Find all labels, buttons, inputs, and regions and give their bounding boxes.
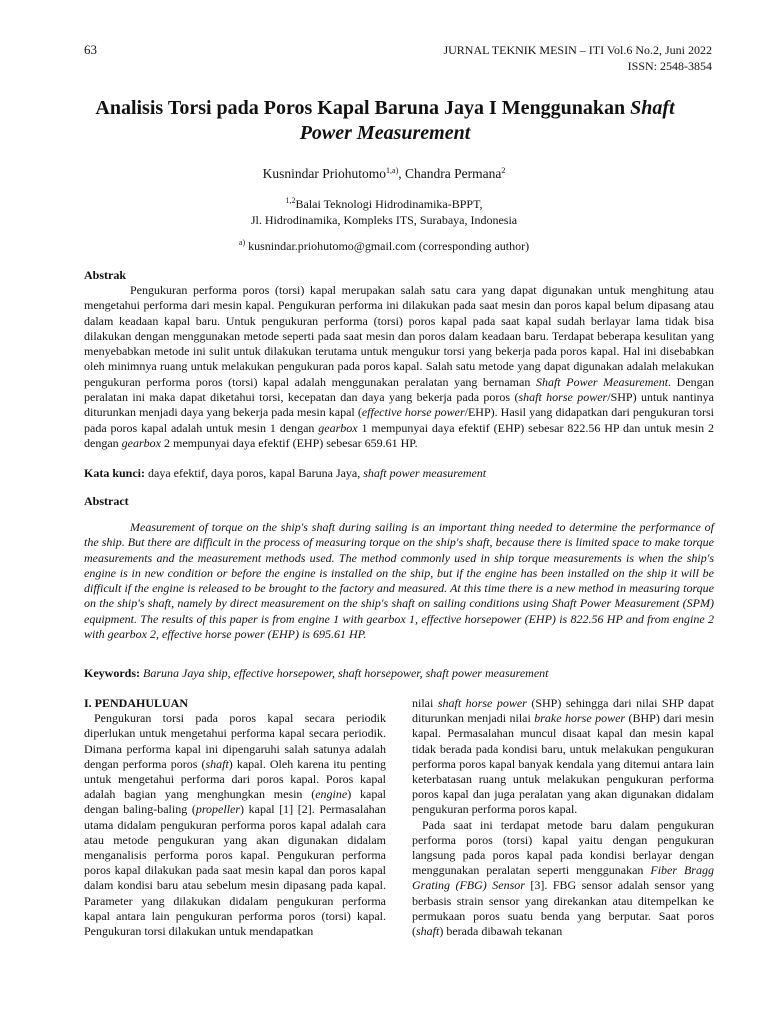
title-regular: Analisis Torsi pada Poros Kapal Baruna Jaya I Menggunakan: [95, 97, 626, 119]
right-column: [412, 696, 714, 939]
section-heading: I. PENDAHULUAN: [84, 696, 189, 710]
abstrak-italic-1: Shaft Power Measurement: [535, 374, 669, 389]
abstrak-italic-3: effective horse power: [361, 405, 465, 420]
intro-left-text-2: ) kapal. Oleh karena itu penting untuk mengetahui performa dari poros kapal. Poros kapal adalah bagian yang menghungkan mesin (: [84, 756, 386, 802]
intro-right-text-2: (SHP) sehingga dari nilai SHP dapat diturunkan menjadi nilai: [412, 696, 714, 726]
corresponding-email: [84, 239, 684, 254]
intro-right-italic-4: shaft: [416, 924, 440, 939]
kata-kunci-label: Kata kunci:: [84, 466, 146, 480]
intro-left-italic-2: engine: [315, 787, 348, 802]
intro-left-text-3: ) kapal dengan baling-baling (: [84, 787, 386, 817]
kata-kunci: [84, 466, 714, 481]
keywords: [84, 666, 714, 681]
author-2-sup: 2: [501, 166, 506, 175]
author-1: Kusnindar Priohutomo: [262, 166, 387, 181]
journal-header: [443, 42, 712, 74]
page-number: 63: [84, 42, 97, 57]
title-italic-2: Power Measurement: [299, 122, 471, 144]
abstrak-italic-4: gearbox: [318, 420, 358, 435]
abstract-body: Measurement of torque on the ship's shaft during sailing is an important thing needed to determine the performance of the ship. But there are difficult in the process of measuring torque on the ship's shaft, because there is limited space to make torque measurements and the measurement methods used. The method commonly used in ship torque measurements is when the ship's engine is in new condition or before the engine is installed on the ship, but if the engine has been installed on the ship it will be difficult if the engine is released to be brought to the factory and measured. At this time there is a new method in measuring torque on the ship's shaft, namely by direct measurement on the ship's shaft on sailing conditions using Shaft Power Measurement (SPM) equipment. The results of this paper is from engine 1 with gearbox 1, effective horsepower (EHP) is 822.56 HP and from engine 2 with gearbox 2, effective horse power (EHP) is 695.61 HP.: [84, 520, 714, 642]
affiliation: [84, 196, 684, 228]
abstrak-italic-5: gearbox: [121, 435, 161, 450]
abstrak-text-3: /SHP) untuk nantinya diturunkan menjadi daya yang bekerja pada mesin kapal (: [84, 390, 714, 420]
intro-right-italic-2: brake horse power: [534, 711, 626, 726]
author-2: Chandra Permana: [405, 166, 502, 181]
abstrak-italic-2: shaft horse power: [518, 390, 608, 405]
abstrak-text-5: 1 mempunyai daya efektif (EHP) sebesar 822.56 HP dan untuk mesin 2 dengan: [84, 420, 714, 450]
left-column: [84, 696, 386, 939]
intro-left-italic-3: propeller: [195, 802, 241, 817]
affiliation-sup: 1,2: [285, 196, 296, 205]
abstrak-text-2: . Dengan peralatan ini maka dapat diketahui torsi, kecepatan dan daya yang bekerja pada poros (: [84, 374, 714, 405]
intro-right-text-4: Pada saat ini terdapat metode baru dalam pengukuran performa poros (torsi) kapal yaitu dengan pengukuran langsung pada poros kapal pada kondisi berlayar dengan menggunakan peralatan seperti menggunakan: [412, 817, 714, 878]
kata-kunci-italic: shaft power measurement: [363, 466, 487, 480]
abstrak-text-4: /EHP). Hasil yang didapatkan dari pengukuran torsi pada poros kapal adalah untuk mesin 1 dengan: [84, 405, 714, 435]
keywords-label: Keywords:: [84, 666, 140, 680]
journal-name: JURNAL TEKNIK MESIN – ITI Vol.6 No.2, Juni 2022: [443, 43, 712, 57]
intro-left-text-4: ) kapal [1] [2]. Permasalahan utama didalam pengukuran performa poros kapal adalah cara atau metode pengukuran yang akan digunakan didalam menganalisis performa poros kapal. Pengukuran performa poros kapal dilakukan pada saat mesin kapal dan poros kapal dalam kondisi baru atau sebelum mesin dipasang pada kapal. Parameter yang dilakukan didalam pengukuran performa kapal antara lain pengukuran performa poros (torsi) kapal. Pengukuran torsi dilakukan untuk mendapatkan: [84, 802, 386, 939]
author-1-sup: 1,a): [386, 166, 399, 175]
abstract-heading: Abstract: [84, 494, 129, 508]
intro-left-italic-1: shaft: [205, 756, 229, 771]
intro-right-text-6: ) berada dibawah tekanan: [439, 924, 563, 939]
intro-right-text-5: [3]. FBG sensor adalah sensor yang berbasis strain sensor yang direkankan atau ditempelkan ke permukaan poros suatu benda yang berputar. Saat poros (: [412, 878, 714, 939]
journal-issn: ISSN: 2548-3854: [627, 59, 712, 73]
affiliation-line-2: Jl. Hidrodinamika, Kompleks ITS, Surabaya, Indonesia: [250, 213, 518, 227]
abstrak-text-6: 2 mempunyai daya efektif (EHP) sebesar 659.61 HP.: [160, 435, 418, 450]
author-list: [84, 166, 684, 182]
abstrak-heading: Abstrak: [84, 268, 127, 282]
title-italic-1: Shaft: [630, 97, 675, 119]
intro-right-italic-1: shaft horse power: [437, 696, 527, 710]
kata-kunci-text: daya efektif, daya poros, kapal Baruna Jaya,: [145, 466, 364, 480]
email-sup: a): [238, 238, 246, 247]
intro-right-italic-3: Fiber Bragg Grating (FBG) Sensor: [412, 863, 714, 893]
affiliation-line-1: Balai Teknologi Hidrodinamika-BPPT,: [295, 197, 483, 211]
abstrak-text-1: Pengukuran performa poros (torsi) kapal merupakan salah satu cara yang dapat digunakan untuk menghitung atau mengetahui performa dari mesin kapal. Pengukuran performa ini dilakukan pada saat mesin dan poros kapal belum dipasang atau dalam keadaan kapal baru. Untuk pengukuran performa (torsi) poros kapal pada saat kapal sudah berlayar lama tidak bisa dilakukan dengan menggunakan metode seperti pada saat mesin dan poros dalam keadaan baru. Terdapat beberapa kesulitan yang menyebabkan metode ini sulit untuk dilakukan terutama untuk mengukur torsi yang bekerja pada poros kapal. Hal ini disebabkan oleh minimnya ruang untuk melakukan pengukuran pada poros kapal. Salah satu metode yang dapat digunakan adalah melakukan pengukuran performa poros (torsi) kapal adalah menggunakan peralatan yang bernaman: [84, 283, 714, 389]
intro-left-text-1: Pengukuran torsi pada poros kapal secara periodik diperlukan untuk mengetahui performa kapal secara periodik. Dimana performa kapal ini dipengaruhi salah satunya adalah dengan performa poros (: [84, 711, 386, 771]
paper-title: [70, 96, 700, 146]
author-separator: ,: [398, 166, 405, 181]
intro-right-text-3: (BHP) dari mesin kapal. Permasalahan muncul disaat kapal dan mesin kapal tidak berada pada kondisi baru, untuk melakukan pengukuran performa poros kapal banyak kendala yang ditemui antara lain keterbatasan ruang untuk melakukan pengukuran performa poros kapal dan juga peralatan yang akan digunakan didalam pengukuran performa poros kapal.: [412, 711, 714, 817]
email-text: kusnindar.priohutomo@gmail.com (corresponding author): [248, 239, 530, 253]
abstrak-body: [84, 283, 714, 451]
keywords-text: Baruna Jaya ship, effective horsepower, shaft horsepower, shaft power measurement: [140, 666, 549, 680]
intro-right-text-1: nilai: [412, 696, 438, 710]
